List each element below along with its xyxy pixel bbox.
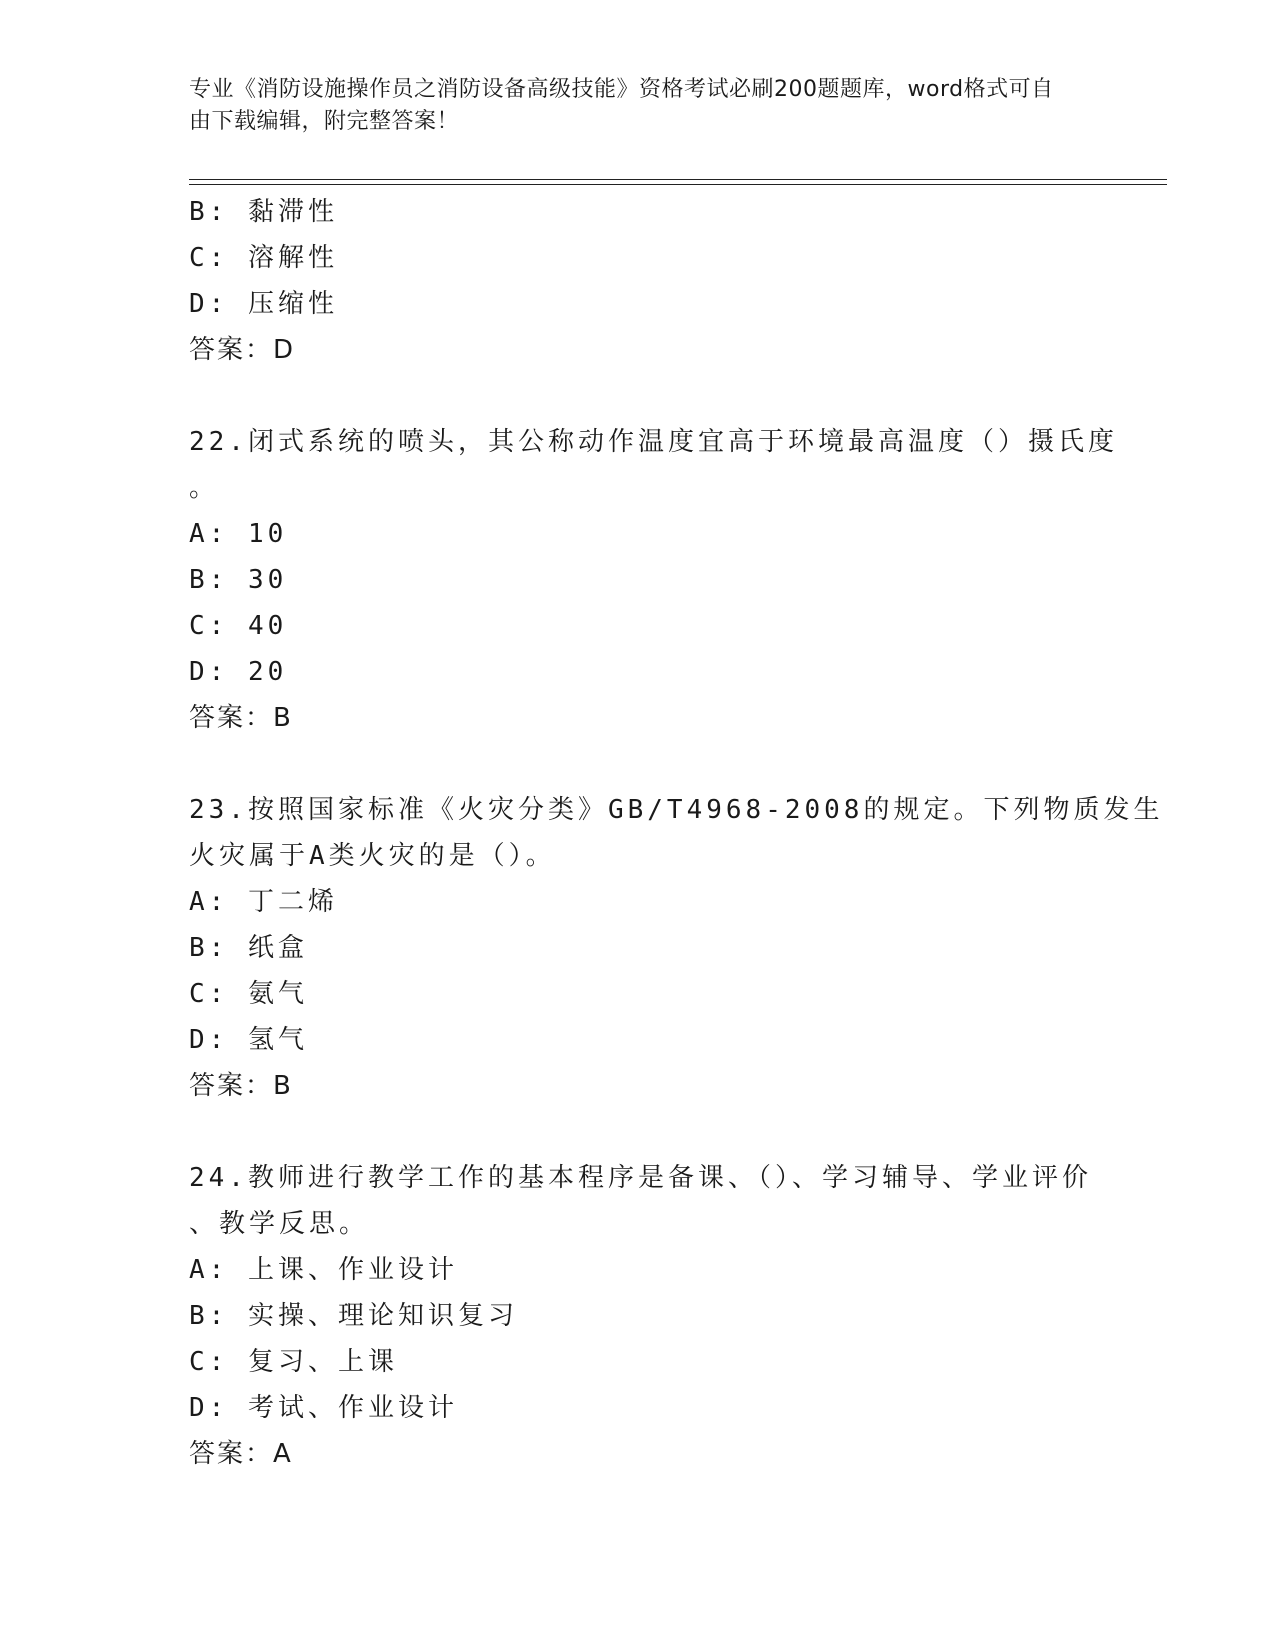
question-stem: 按照国家标准《火灾分类》GB/T4968-2008的规定。下列物质发生 bbox=[247, 795, 1164, 825]
option-b: B: 30 bbox=[189, 565, 288, 595]
answer-line: 答案：B bbox=[189, 703, 293, 733]
question-list bbox=[189, 189, 1164, 1477]
spacer bbox=[189, 373, 1089, 419]
option-d: D: 氢气 bbox=[189, 1025, 308, 1055]
option-a: A: 丁二烯 bbox=[189, 887, 338, 917]
option-c: C: 溶解性 bbox=[189, 243, 338, 273]
question-stem: 教师进行教学工作的基本程序是备课、（）、学习辅导、学业评价 bbox=[247, 1163, 1092, 1193]
option-d: D: 压缩性 bbox=[189, 289, 338, 319]
question-text-continued: 火灾属于A类火灾的是（）。 bbox=[189, 841, 556, 871]
option-b: B: 实操、理论知识复习 bbox=[189, 1301, 518, 1331]
question-number: 24. bbox=[189, 1163, 248, 1193]
question-text bbox=[189, 419, 1118, 465]
question-22 bbox=[189, 419, 1118, 741]
question-24 bbox=[189, 1155, 1092, 1477]
question-23 bbox=[189, 787, 1164, 1109]
option-a: A: 10 bbox=[189, 519, 288, 549]
question-text bbox=[189, 1155, 1092, 1201]
question-text bbox=[189, 787, 1164, 833]
option-c: C: 复习、上课 bbox=[189, 1347, 398, 1377]
spacer bbox=[189, 741, 1089, 787]
question-text-continued: 、教学反思。 bbox=[189, 1209, 370, 1239]
option-c: C: 氨气 bbox=[189, 979, 308, 1009]
answer-line: 答案：D bbox=[189, 335, 296, 365]
question-text-continued: 。 bbox=[189, 473, 220, 503]
header-rule-bottom bbox=[189, 184, 1167, 185]
option-d: D: 20 bbox=[189, 657, 288, 687]
answer-line: 答案：A bbox=[189, 1439, 293, 1469]
spacer bbox=[189, 1109, 1089, 1155]
document-header: 专业《消防设施操作员之消防设备高级技能》资格考试必刷200题题库，word格式可自由下载编辑，附完整答案！ bbox=[189, 77, 1054, 134]
question-21-continued bbox=[189, 189, 1089, 373]
header-rule-top bbox=[189, 179, 1167, 180]
answer-line: 答案：B bbox=[189, 1071, 293, 1101]
option-a: A: 上课、作业设计 bbox=[189, 1255, 458, 1285]
option-d: D: 考试、作业设计 bbox=[189, 1393, 458, 1423]
question-number: 22. bbox=[189, 427, 248, 457]
question-stem: 闭式系统的喷头，其公称动作温度宜高于环境最高温度（）摄氏度 bbox=[247, 427, 1118, 457]
question-number: 23. bbox=[189, 795, 248, 825]
option-b: B: 黏滞性 bbox=[189, 197, 338, 227]
option-b: B: 纸盒 bbox=[189, 933, 308, 963]
option-c: C: 40 bbox=[189, 611, 288, 641]
